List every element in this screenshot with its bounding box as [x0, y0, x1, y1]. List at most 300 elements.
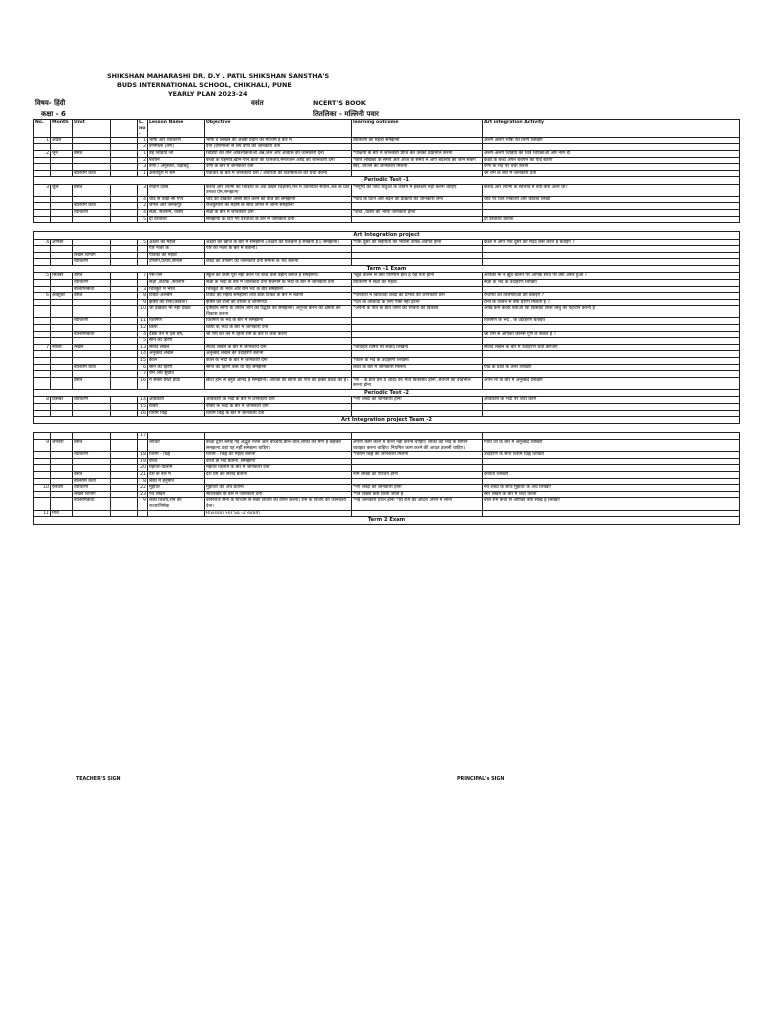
table-row: [34, 318, 740, 325]
row-unit: बालराम कथा: [73, 203, 111, 210]
row-outcome: *नए शब्दों की जानकारी होना: [352, 485, 483, 492]
row-unit: बालराम कथा: [73, 478, 111, 485]
row-art-activity: [483, 210, 740, 217]
row-art-activity: [483, 358, 740, 365]
row-gap: [111, 164, 138, 171]
row-art-activity: अविकारी के भेदों पर चर्चा करेंगे: [483, 397, 740, 404]
row-objective: महावरे विलोम के बारे में जानकारी देना: [205, 465, 352, 472]
row-lesson-no: 20: [138, 465, 148, 472]
row-no: [34, 279, 51, 286]
row-unit: वसंत: [73, 377, 111, 389]
row-lesson-no: 3: [138, 286, 148, 293]
table-row: [34, 170, 740, 177]
row-outcome: *माँ - के प्रति प्रेम व आदर का भाव विकसित होना ,बचपन का देखभाल करना होना: [352, 377, 483, 389]
row-unit: [73, 157, 111, 164]
row-month: जनवरी: [51, 440, 73, 452]
table-row: [34, 279, 740, 286]
row-outcome: [352, 216, 483, 223]
row-outcome: *पक्षियों के बारे में जानकारी प्राप्त कर उनकी देखभाल करना: [352, 150, 483, 157]
row-art-activity: संज्ञा के भेद के उदाहरण लिखिए: [483, 279, 740, 286]
spacer: [34, 223, 740, 232]
row-no: [34, 472, 51, 479]
row-art-activity: [483, 144, 740, 151]
row-outcome: अपना काम करने में कभी नहीं करनी चाहिए। लोकों को भाई के समान व्यवहार करना चाहिए। नियमित काम करने की आदत डालनी चाहिए।: [352, 440, 483, 452]
row-month: [51, 498, 73, 510]
row-objective: श्री राम का वन में रहना राम के बारे में चर्चा करना: [205, 331, 352, 338]
row-lesson-name: लंका विजय,राम का राज्याभिषेक: [148, 498, 205, 510]
row-objective: राजकुमारों का महर्षि के साथ जंगल में जाना समझाना: [205, 203, 352, 210]
row-lesson-no: 8: [138, 478, 148, 485]
row-outcome: [352, 203, 483, 210]
row-no: [34, 325, 51, 332]
row-gap: [111, 351, 138, 358]
table-row: [34, 210, 740, 217]
row-art-activity: [483, 478, 740, 485]
row-month: [51, 472, 73, 479]
plan-title: YEARLY PLAN 2023-24: [168, 90, 248, 98]
table-row: [34, 239, 740, 246]
row-unit: लेखन: [73, 344, 111, 351]
row-gap: [111, 299, 138, 306]
row-outcome: [352, 410, 483, 417]
row-lesson-name: नादान दोस्त: [148, 184, 205, 196]
row-lesson-name: बचपन: [148, 157, 205, 164]
spacer-row: [34, 223, 740, 232]
row-objective: काल के भेदों के बारे में जानकारी देना: [205, 358, 352, 365]
row-gap: [111, 397, 138, 404]
row-art-activity: [483, 246, 740, 253]
row-lesson-name: चांद से थोड़ी-सी गप्पें: [148, 196, 205, 203]
row-no: [34, 306, 51, 318]
row-month: [51, 246, 73, 253]
row-no: [34, 252, 51, 259]
row-unit: [73, 164, 111, 171]
row-gap: [111, 246, 138, 253]
row-lesson-name: पार नज़र के: [148, 246, 205, 253]
table-row: [34, 485, 740, 492]
row-month: फरवरी: [51, 485, 73, 492]
row-lesson-no: 7: [138, 371, 148, 378]
row-objective: [205, 433, 352, 440]
section-banner: Term 2 Exam: [34, 517, 740, 524]
row-month: अक्टूबर: [51, 293, 73, 300]
row-objective: [205, 478, 352, 485]
row-art-activity: [483, 465, 740, 472]
row-outcome: [352, 170, 483, 177]
row-no: [34, 465, 51, 472]
row-objective: समझाया के दिए गए दरवाजा के बारे में जानकारी देना: [205, 216, 352, 223]
table-row: [34, 273, 740, 280]
row-lesson-no: [138, 259, 148, 266]
row-month: [51, 170, 73, 177]
row-objective: टिकट का महत्व समझाना तथा डाक टिकट के बारे में बताना: [205, 293, 352, 300]
row-lesson-name: जंगल और जनकपुर: [148, 203, 205, 210]
row-month: [51, 364, 73, 371]
row-outcome: नाम सीखा का परिचय होना: [352, 472, 483, 479]
row-gap: [111, 358, 138, 365]
row-lesson-no: 17: [138, 433, 148, 440]
row-objective: वाक्य के भेदों के बारे में जानकारी देना: [205, 403, 352, 410]
row-gap: [111, 510, 138, 517]
row-unit: व्याकरण: [73, 397, 111, 404]
row-month: [51, 318, 73, 325]
row-art-activity: श्री राम से आपको कौनसे गुण ले सकते है ?: [483, 331, 740, 338]
row-art-activity: आपको माँ ने झूठ बोलने पर आपके साथ पर क्या असर हुआ ?: [483, 273, 740, 280]
row-unit: बालराम कथा: [73, 364, 111, 371]
row-gap: [111, 377, 138, 389]
row-gap: [111, 440, 138, 452]
row-outcome: लंका के बारे में जानकारी मिलना: [352, 364, 483, 371]
document-header: [33, 68, 739, 124]
row-lesson-name: पत्र लेखन: [148, 491, 205, 498]
row-month: आगस्ट: [51, 239, 73, 246]
table-row: [34, 325, 740, 332]
row-outcome: [352, 318, 483, 325]
principal-sign: PRINCIPAL's SIGN: [457, 777, 505, 782]
row-outcome: *व्यवहार विषय पर संवाद लिखना: [352, 344, 483, 351]
row-unit: [73, 144, 111, 151]
row-art-activity: कक्षा के बच्चे अपने बचपन की याद बताएं: [483, 157, 740, 164]
row-objective: [205, 371, 352, 378]
row-outcome: [352, 433, 483, 440]
row-unit: वसंत: [73, 293, 111, 300]
row-lesson-name: [148, 510, 205, 517]
row-art-activity: उदाहरण के साथ विराम चिह्न लिखिए: [483, 452, 740, 459]
table-row: [34, 458, 740, 465]
row-gap: [111, 491, 138, 498]
row-lesson-no: 2: [138, 144, 148, 151]
section-banner-row: [34, 265, 740, 272]
table-row: [34, 371, 740, 378]
col-month: Month: [51, 120, 73, 138]
row-lesson-name: पत्रिका का महत्व: [148, 252, 205, 259]
row-month: सितंबर: [51, 273, 73, 280]
row-outcome: [352, 465, 483, 472]
row-lesson-no: 1: [138, 150, 148, 157]
row-gap: [111, 293, 138, 300]
table-row: [34, 433, 740, 440]
school-line-1: SHIKSHAN MAHARASHI DR. D.Y . PATIL SHIKSHAN SANSTHA'S: [107, 72, 330, 80]
row-outcome: [352, 331, 483, 338]
row-objective: चित्रकूट के भरत और राम भेंट के बारे समझाना: [205, 286, 352, 293]
section-banner: Term -1 Exam: [34, 265, 740, 272]
row-lesson-no: 5: [138, 338, 148, 345]
table-row: [34, 184, 740, 196]
row-month: [51, 259, 73, 266]
row-month: नवंबर: [51, 344, 73, 351]
row-objective: भाषा व लिखने का अच्छा प्रदान का माध्यम है बारे में: [205, 137, 352, 144]
row-objective: अक्षरों की खोज के बारे में समझाना (अक्षरों को पकड़ना है सीखना है।) समझाना।: [205, 239, 352, 246]
row-no: [34, 338, 51, 345]
row-unit: वसंत: [73, 440, 111, 452]
row-gap: [111, 286, 138, 293]
row-month: [51, 478, 73, 485]
row-no: [34, 478, 51, 485]
row-outcome: *परिवारों में विविधता शब्दों का प्रभाव की जानकारी देना: [352, 293, 483, 300]
row-unit: वसंत: [73, 184, 111, 196]
row-gap: [111, 137, 138, 144]
row-art-activity: कक्षा में आप एक दूसरे की मदद कैसे करते है बताइए ?: [483, 239, 740, 246]
row-lesson-name: ऐसे-ऐसे: [148, 273, 205, 280]
row-lesson-no: 7: [138, 273, 148, 280]
row-no: 4: [34, 239, 51, 246]
column-header-row: [34, 120, 740, 138]
row-outcome: *पत्र लेखन कैसे किया जाता है: [352, 491, 483, 498]
row-outcome: *नई जानकारी प्राप्त होना *श्री राम का आदर्श अपने में लाना: [352, 498, 483, 510]
row-lesson-name: लंका में हनुमान: [148, 478, 205, 485]
row-gap: [111, 259, 138, 266]
row-outcome: *विराम चिह्न की जानकारी मिलना: [352, 452, 483, 459]
row-no: 1: [34, 137, 51, 144]
row-no: [34, 358, 51, 365]
row-no: [34, 203, 51, 210]
row-outcome: [352, 246, 483, 253]
row-outcome: स्वर, व्यंजन की जानकारी मिलना: [352, 164, 483, 171]
row-art-activity: [483, 325, 740, 332]
row-unit: [73, 239, 111, 246]
row-month: [51, 351, 73, 358]
row-art-activity: दो दरवाजा बताना: [483, 216, 740, 223]
row-objective: अनुच्छेद लेखन का उदाहरण बताना: [205, 351, 352, 358]
row-month: [51, 306, 73, 318]
row-gap: [111, 170, 138, 177]
section-banner: Art Integration project: [34, 232, 740, 239]
row-art-activity: [483, 338, 740, 345]
row-unit: व्याकरण: [73, 279, 111, 286]
row-gap: [111, 403, 138, 410]
row-lesson-no: 13: [138, 344, 148, 351]
row-lesson-no: 6: [138, 364, 148, 371]
row-month: अप्रल: [51, 137, 73, 144]
row-art-activity: अलग अलग भाषा की लिपि लिखिए: [483, 137, 740, 144]
table-row: [34, 338, 740, 345]
row-gap: [111, 157, 138, 164]
row-month: मार्च: [51, 510, 73, 517]
row-unit: बालराम कथा: [73, 170, 111, 177]
row-unit: [73, 306, 111, 318]
row-lesson-no: [138, 279, 148, 286]
section-banner: Periodic Test -1: [34, 177, 740, 184]
row-no: 8: [34, 397, 51, 404]
row-outcome: [352, 286, 483, 293]
row-no: [34, 157, 51, 164]
row-month: [51, 371, 73, 378]
row-unit: लेखन विभाग: [73, 252, 111, 259]
row-outcome: [352, 252, 483, 259]
row-no: [34, 410, 51, 417]
row-lesson-no: 9: [138, 299, 148, 306]
row-gap: [111, 325, 138, 332]
row-art-activity: [483, 410, 740, 417]
row-month: [51, 331, 73, 338]
row-month: [51, 458, 73, 465]
row-gap: [111, 252, 138, 259]
row-objective: स्कूल का काम पूरा नहीं करने पर बच्चे कैसे बहाने बनाते है समझाना।: [205, 273, 352, 280]
row-lesson-no: 5: [138, 216, 148, 223]
row-lesson-no: 1: [138, 170, 148, 177]
row-no: [34, 377, 51, 389]
row-art-activity: [483, 351, 740, 358]
row-no: [34, 170, 51, 177]
row-lesson-name: देश के बारे में: [148, 472, 205, 479]
row-unit: [73, 371, 111, 378]
table-row: [34, 491, 740, 498]
row-gap: [111, 410, 138, 417]
table-row: [34, 164, 740, 171]
table-row: [34, 293, 740, 300]
row-lesson-no: 3: [138, 164, 148, 171]
row-month: [51, 299, 73, 306]
row-lesson-no: 15: [138, 358, 148, 365]
row-objective: Rivision For Sa -2 exam: [205, 510, 352, 517]
row-lesson-name: वर्णमाला (वर्ण): [148, 144, 205, 151]
yearly-plan-table: [33, 119, 740, 525]
row-lesson-no: 10: [138, 306, 148, 318]
row-objective: वर्णों के बारे में जानकारी देना: [205, 164, 352, 171]
table-row: [34, 299, 740, 306]
row-objective: पार का नज़र के बारे में बताना।: [205, 246, 352, 253]
row-unit: [73, 216, 111, 223]
row-lesson-no: 14: [138, 351, 148, 358]
row-lesson-no: 18: [138, 452, 148, 459]
row-month: [51, 144, 73, 151]
row-lesson-no: 4: [138, 331, 148, 338]
row-no: 11: [34, 510, 51, 517]
table-row: [34, 478, 740, 485]
row-objective: बच्चों के पहनावे,खान-पान,बातों की दिनचर्या,मनोरंजन आदि की जानकारी देना: [205, 157, 352, 164]
row-art-activity: [483, 259, 740, 266]
row-art-activity: विशेषण के भेद , के उदाहरण बताइये: [483, 318, 740, 325]
row-lesson-name: काल: [148, 358, 205, 365]
row-gap: [111, 344, 138, 351]
row-unit: [73, 196, 111, 203]
row-objective: संवाद लेखन के बारे में जानकारी देना: [205, 344, 352, 351]
row-month: [51, 452, 73, 459]
row-outcome: *झूठ बोलने से क्या परिणाम होते है यह पता होना: [352, 273, 483, 280]
row-month: दिसंबर: [51, 397, 73, 404]
row-objective: विराम - चिह्न का महत्व बताना: [205, 452, 352, 459]
col-objective: Objective: [205, 120, 352, 138]
row-art-activity: वर्णों के भेद पर चर्चा करना: [483, 164, 740, 171]
table-row: [34, 144, 740, 151]
row-objective: देना (वर्णमाला से लघ वर्णों की जानकारी देना: [205, 144, 352, 151]
yearly-plan-sheet: [33, 119, 739, 525]
row-lesson-no: 5: [138, 239, 148, 246]
row-unit: व्याकरण: [73, 485, 111, 492]
row-objective: छोटी होने से बहुत आनंद है समझाना। अधिक की छाया को पाने की इच्छा प्रकट की है।: [205, 377, 352, 389]
row-lesson-name: अवधपुरी में राम: [148, 170, 205, 177]
col-lesson-no: L. no.: [138, 120, 148, 138]
row-month: [51, 325, 73, 332]
row-lesson-name: सोने का हिरण: [148, 364, 205, 371]
row-art-activity: आँखे कम करके बताओ कि किसको किस वस्तु की पहचान करनी है: [483, 306, 740, 318]
row-gap: [111, 279, 138, 286]
row-lesson-name: संवाद लेखन: [148, 344, 205, 351]
row-gap: [111, 364, 138, 371]
row-objective: क्रिया के भेदों के बारे में जानकारी देना: [205, 325, 352, 332]
row-gap: [111, 371, 138, 378]
row-unit: व्याकरण: [73, 210, 111, 217]
row-no: [34, 498, 51, 510]
row-no: 5: [34, 273, 51, 280]
row-gap: [111, 498, 138, 510]
row-gap: [111, 273, 138, 280]
row-lesson-no: 8: [138, 293, 148, 300]
row-lesson-name: महावरे-विलोम: [148, 465, 205, 472]
row-month: [51, 465, 73, 472]
row-lesson-no: 14: [138, 397, 148, 404]
row-outcome: [352, 259, 483, 266]
row-objective: संज्ञा के बारे में जानकारी देना: [205, 210, 352, 217]
row-objective: वानरराज सेना के माध्यम से लंका विजय का वर्णन करना। राम के विजय की जानकारी देना।: [205, 498, 352, 510]
row-gap: [111, 184, 138, 196]
row-month: [51, 196, 73, 203]
row-lesson-name: सोने का हिरण: [148, 338, 205, 345]
row-no: [34, 433, 51, 440]
row-no: 6: [34, 293, 51, 300]
row-unit: बालरामकथा: [73, 331, 111, 338]
row-lesson-no: 23: [138, 491, 148, 498]
row-lesson-name: अनुच्छेद लेखन: [148, 351, 205, 358]
row-lesson-name: दो दरवाजा: [148, 216, 205, 223]
table-row: [34, 344, 740, 351]
table-row: [34, 452, 740, 459]
row-no: 9: [34, 440, 51, 452]
row-unit: [73, 299, 111, 306]
row-lesson-name: वाक्य: [148, 403, 205, 410]
row-gap: [111, 458, 138, 465]
table-row: [34, 196, 740, 203]
table-row: [34, 252, 740, 259]
row-lesson-name: उपसर्ग,प्रत्यय,समास: [148, 259, 205, 266]
row-no: [34, 216, 51, 223]
school-line-2: BUDS INTERNATIONAL SCHOOL, CHIKHALI, PUNE: [117, 81, 292, 89]
col-lesson-name: Lesson Name: [148, 120, 205, 138]
row-art-activity: रानी के जीवन से क्या प्रेरणा मिलती है ?: [483, 299, 740, 306]
row-outcome: [352, 338, 483, 345]
row-objective: शब्दों का उपसर्ग की जानकारी देना समास के भेद बताना: [205, 259, 352, 266]
section-banner-row: [34, 517, 740, 524]
row-art-activity: कविता लिखिए: [483, 472, 740, 479]
row-outcome: *एक दूसरे की सहायता की भावना उत्पन्न अवगत होना: [352, 239, 483, 246]
row-art-activity: [483, 286, 740, 293]
row-objective: [205, 338, 352, 345]
row-unit: [73, 433, 111, 440]
row-month: [51, 433, 73, 440]
section-banner-row: [34, 232, 740, 239]
row-art-activity: बाल राम कथा से आपको क्या सीख है लिखिए: [483, 498, 740, 510]
row-outcome: *शब्द ,वाक्य की भाषा जानकारी होना: [352, 210, 483, 217]
row-month: जुलै: [51, 184, 73, 196]
section-banner-row: [34, 390, 740, 397]
table-row: [34, 440, 740, 452]
section-banner-row: [34, 177, 740, 184]
row-unit: व्याकरण: [73, 259, 111, 266]
row-art-activity: [483, 203, 740, 210]
row-unit: वसंत: [73, 150, 111, 157]
row-unit: [73, 351, 111, 358]
row-unit: [73, 510, 111, 517]
row-no: [34, 364, 51, 371]
row-lesson-no: 12: [138, 325, 148, 332]
row-lesson-no: 21: [138, 472, 148, 479]
row-unit: वसंत: [73, 273, 111, 280]
row-unit: [73, 325, 111, 332]
row-outcome: व्याकरण का महत्व समझाना: [352, 137, 483, 144]
row-lesson-name: मैं सबसे छोटी होऊँ: [148, 377, 205, 389]
table-row: [34, 410, 740, 417]
row-unit: वसंत: [73, 472, 111, 479]
